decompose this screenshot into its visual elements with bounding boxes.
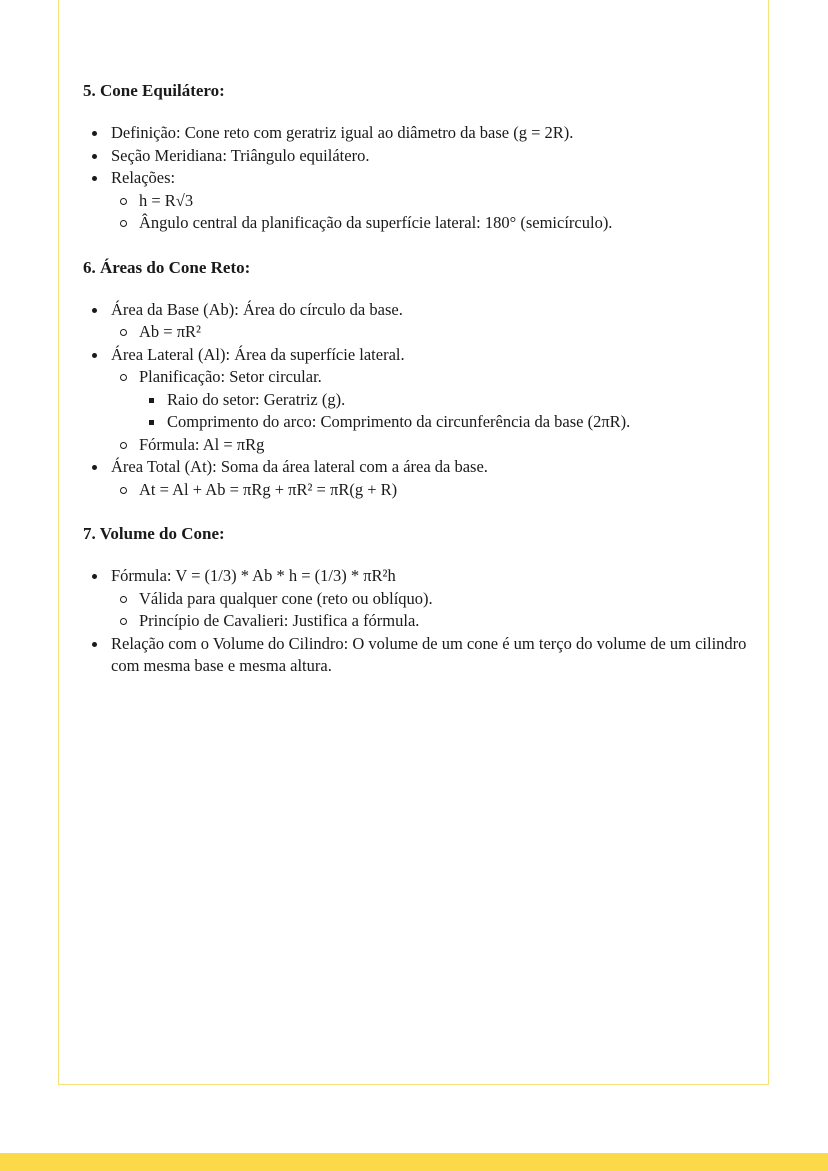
list-item [111, 190, 753, 213]
list-item [83, 145, 753, 168]
item-text: h = R√3 [139, 190, 194, 210]
list-item [111, 366, 753, 434]
item-text: Seção Meridiana: Triângulo equilátero. [111, 145, 370, 165]
document-content [83, 80, 753, 700]
list-item [111, 479, 753, 502]
list-item [111, 588, 753, 611]
list-item [139, 411, 753, 434]
item-text: Relações: [111, 168, 176, 187]
item-text: Área Total (At): Soma da área lateral com a área da base. [111, 457, 488, 476]
item-text: Planificação: Setor circular. [139, 367, 322, 386]
item-text: Fórmula: Al = πRg [139, 434, 265, 454]
section-title: 7. Volume do Cone: [83, 524, 225, 543]
list-item [111, 321, 753, 344]
item-text: Área da Base (Ab): Área do círculo da base. [111, 299, 403, 319]
item-text: At = Al + Ab = πRg + πR² = πR(g + R) [139, 479, 398, 499]
item-text: Fórmula: V = (1/3) * Ab * h = (1/3) * πR²h [111, 566, 396, 585]
item-text: Comprimento do arco: Comprimento da circunferência da base (2πR). [167, 412, 631, 431]
list-item [139, 389, 753, 412]
item-text: Definição: Cone reto com geratriz igual ao diâmetro da base (g = 2R). [111, 123, 574, 142]
section-title: 5. Cone Equilátero: [83, 81, 225, 100]
list-item [83, 299, 753, 344]
section-volume-cone [83, 523, 753, 678]
item-text: Princípio de Cavalieri: Justifica a fórmula. [139, 611, 420, 630]
list-item [83, 344, 753, 457]
footer-accent-bar [0, 1153, 828, 1171]
list-item [83, 122, 753, 145]
list-item [83, 633, 753, 678]
list-item [111, 434, 753, 457]
list-item [111, 212, 753, 235]
item-text: Relação com o Volume do Cilindro: O volume de um cone é um terço do volume de um cilindro com mesma base e mesma altura. [111, 633, 747, 675]
section-title: 6. Áreas do Cone Reto: [83, 257, 251, 277]
list-item [111, 610, 753, 633]
list-item [83, 456, 753, 501]
item-text: Ângulo central da planificação da superfície lateral: 180° (semicírculo). [139, 213, 613, 232]
item-text: Ab = πR² [139, 322, 202, 341]
item-text: Válida para qualquer cone (reto ou oblíquo). [139, 588, 433, 608]
list-item [83, 167, 753, 235]
section-areas-cone-reto [83, 257, 753, 502]
list-item [83, 565, 753, 633]
item-text: Raio do setor: Geratriz (g). [167, 389, 346, 409]
item-text: Área Lateral (Al): Área da superfície lateral. [111, 344, 405, 364]
section-cone-equilatero [83, 80, 753, 235]
